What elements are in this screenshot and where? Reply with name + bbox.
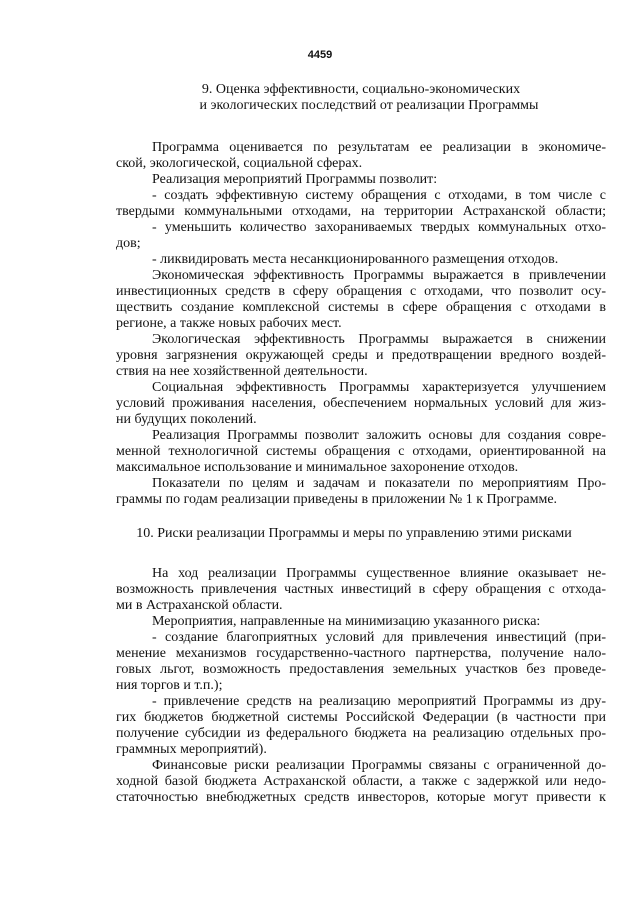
s10-line-9: гих бюджетов бюджетной системы Российской Федерации (в частности при	[116, 710, 606, 725]
s10-line-11: граммных мероприятий).	[116, 742, 267, 757]
s9-line-8: Экономическая эффективность Программы выражается в привлечении	[152, 268, 606, 283]
s9-line-10: ществить создание комплексной системы в сфере обращения с отходами в	[116, 300, 606, 315]
s10-line-5: менение механизмов государственно-частного партнерства, получение нало-	[116, 646, 606, 661]
s10-line-10: получение субсидии из федерального бюджета на реализацию отдельных про-	[116, 726, 606, 741]
s9-line-4: твердыми коммунальными отходами, на территории Астраханской области;	[116, 204, 606, 219]
s9-line-5: - уменьшить количество захораниваемых твердых коммунальных отхо-	[152, 220, 606, 235]
s10-line-2: ми в Астраханской области.	[116, 598, 283, 613]
s10-line-0: На ход реализации Программы существенное влияние оказывает не-	[152, 566, 606, 581]
s9-line-1: ской, экологической, социальной сферах.	[116, 156, 363, 171]
section-10-title: 10. Риски реализации Программы и меры по управлению этими рисками	[136, 526, 572, 541]
s9-line-3: - создать эффективную систему обращения с отходами, в том числе с	[152, 188, 606, 203]
section-9-title-line-1: 9. Оценка эффективности, социально-экономических	[201, 82, 521, 97]
s10-line-13: ходной базой бюджета Астраханской области, а также с задержкой или недо-	[116, 774, 606, 789]
s9-line-16: условий проживания населения, обеспечением нормальных условий для жиз-	[116, 396, 606, 411]
s10-line-1: возможность привлечения частных инвестиций в сферу обращения с отхода-	[116, 582, 606, 597]
s9-line-13: уровня загрязнения окружающей среды и предотвращении вредного воздей-	[116, 348, 606, 363]
s9-line-11: регионе, а также новых рабочих мест.	[116, 316, 342, 331]
s10-line-6: говых льгот, возможность предоставления земельных участков без проведе-	[116, 662, 606, 677]
s10-line-7: ния торгов и т.п.);	[116, 678, 223, 693]
section-9-title-line-2: и экологических последствий от реализации Программы	[199, 98, 539, 113]
s10-line-3: Мероприятия, направленные на минимизацию указанного риска:	[152, 614, 541, 629]
s9-line-6: дов;	[116, 236, 141, 251]
s9-line-12: Экологическая эффективность Программы выражается в снижении	[152, 332, 606, 347]
s10-line-4: - создание благоприятных условий для привлечения инвестиций (при-	[152, 630, 606, 645]
s9-line-7: - ликвидировать места несанкционированного размещения отходов.	[152, 252, 559, 267]
s9-line-9: инвестиционных средств в сферу обращения с отходами, что позволит осу-	[116, 284, 606, 299]
s10-line-8: - привлечение средств на реализацию мероприятий Программы из дру-	[152, 694, 606, 709]
page-number: 4459	[307, 49, 333, 61]
s9-line-17: ни будущих поколений.	[116, 412, 257, 427]
s9-line-20: максимальное использование и минимальное захоронение отходов.	[116, 460, 519, 475]
s10-line-12: Финансовые риски реализации Программы связаны с ограниченной до-	[152, 758, 606, 773]
s9-line-19: менной технологичной системы обращения с отходами, ориентированной на	[116, 444, 606, 459]
s9-line-14: ствия на нее хозяйственной деятельности.	[116, 364, 368, 379]
s9-line-15: Социальная эффективность Программы характеризуется улучшением	[152, 380, 606, 395]
s9-line-21: Показатели по целям и задачам и показатели по мероприятиям Про-	[152, 476, 606, 491]
s9-line-22: граммы по годам реализации приведены в приложении № 1 к Программе.	[116, 492, 558, 507]
s10-line-14: статочностью внебюджетных средств инвесторов, которые могут привести к	[116, 790, 606, 805]
s9-line-18: Реализация Программы позволит заложить основы для создания совре-	[152, 428, 606, 443]
s9-line-2: Реализация мероприятий Программы позволит:	[152, 172, 438, 187]
s9-line-0: Программа оценивается по результатам ее реализации в экономиче-	[152, 140, 606, 155]
